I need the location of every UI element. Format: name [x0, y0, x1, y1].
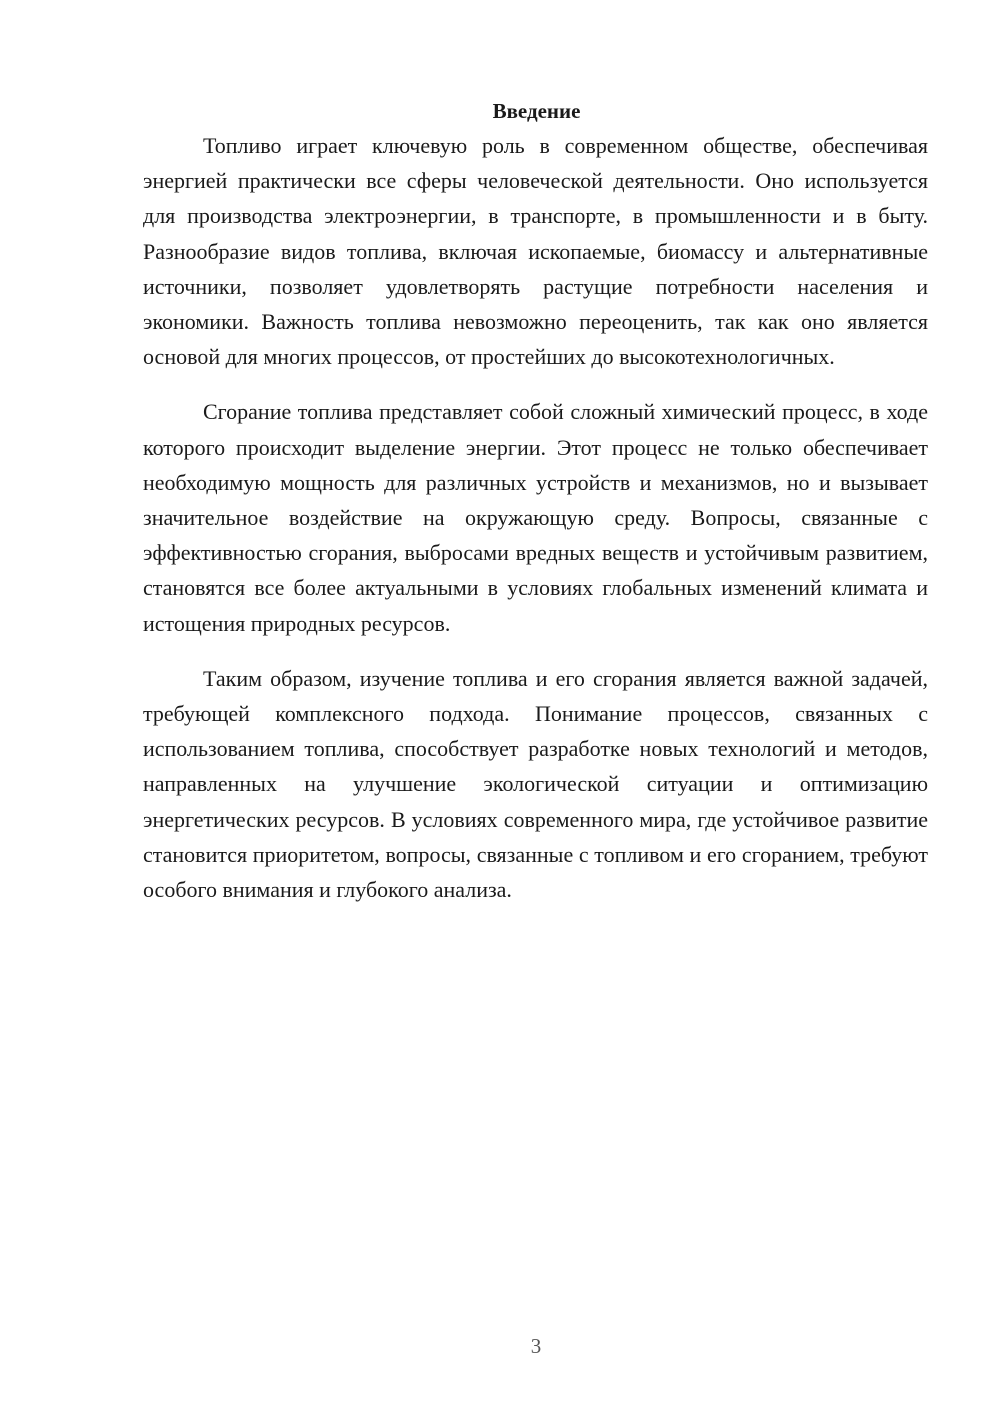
page-number: 3	[530, 1334, 542, 1358]
page-content	[143, 96, 928, 927]
paragraph-1: Топливо играет ключевую роль в современном обществе, обеспечивая энергией практически все сферы человеческой деятельности. Оно используется для производства электроэнергии, в транспорте, в промышленности и в быту. Разнообразие видов топлива, включая ископаемые, биомассу и альтернативные источники, позволяет удовлетворять растущие потребности населения и экономики. Важность топлива невозможно переоценить, так как оно является основой для многих процессов, от простейших до высокотехнологичных.	[143, 133, 928, 370]
paragraph-3: Таким образом, изучение топлива и его сгорания является важной задачей, требующей комплексного подхода. Понимание процессов, связанных с использованием топлива, способствует разработке новых технологий и методов, направленных на улучшение экологической ситуации и оптимизацию энергетических ресурсов. В условиях современного мира, где устойчивое развитие становится приоритетом, вопросы, связанные с топливом и его сгоранием, требуют особого внимания и глубокого анализа.	[143, 665, 928, 903]
paragraph-2: Сгорание топлива представляет собой сложный химический процесс, в ходе которого происходит выделение энергии. Этот процесс не только обеспечивает необходимую мощность для различных устройств и механизмов, но и вызывает значительное воздействие на окружающую среду. Вопросы, связанные с эффективностью сгорания, выбросами вредных веществ и устойчивым развитием, становятся все более актуальными в условиях глобальных изменений климата и истощения природных ресурсов.	[143, 399, 928, 636]
page-title: Введение	[492, 99, 581, 123]
